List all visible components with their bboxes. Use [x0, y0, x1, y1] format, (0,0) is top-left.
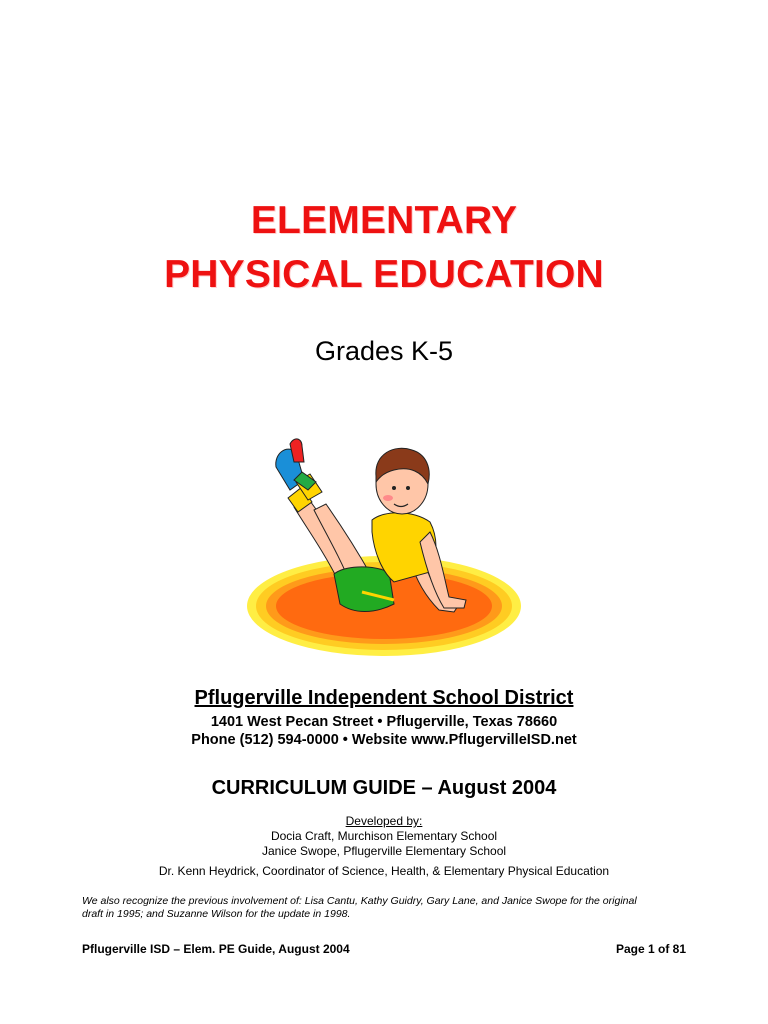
- curriculum-guide-heading: CURRICULUM GUIDE – August 2004: [211, 777, 557, 799]
- title-line-2: PHYSICAL EDUCATION: [164, 253, 604, 296]
- author-2: Janice Swope, Pflugerville Elementary School: [261, 844, 507, 858]
- coordinator-credit: Dr. Kenn Heydrick, Coordinator of Science, Health, & Elementary Physical Education: [158, 864, 610, 878]
- title-line-1: ELEMENTARY: [250, 199, 518, 242]
- district-contact: Phone (512) 594-0000 • Website www.PflugervilleISD.net: [191, 732, 577, 748]
- grades-subtitle: Grades K-5: [314, 336, 454, 366]
- author-1: Docia Craft, Murchison Elementary School: [270, 829, 498, 843]
- footer-page-number: Page 1 of 81: [615, 942, 686, 956]
- child-exercise-illustration: [244, 432, 524, 660]
- acknowledgement-line-2: draft in 1995; and Suzanne Wilson for the update in 1998.: [82, 908, 351, 920]
- district-name: Pflugerville Independent School District: [194, 687, 574, 709]
- district-address: 1401 West Pecan Street • Pflugerville, Texas 78660: [210, 714, 558, 730]
- acknowledgement-line-1: We also recognize the previous involvement of: Lisa Cantu, Kathy Guidry, Gary Lane, and Janice Swope for the original: [82, 895, 637, 907]
- footer-document-title: Pflugerville ISD – Elem. PE Guide, August 2004: [82, 942, 350, 956]
- developed-by-heading: Developed by:: [345, 814, 423, 828]
